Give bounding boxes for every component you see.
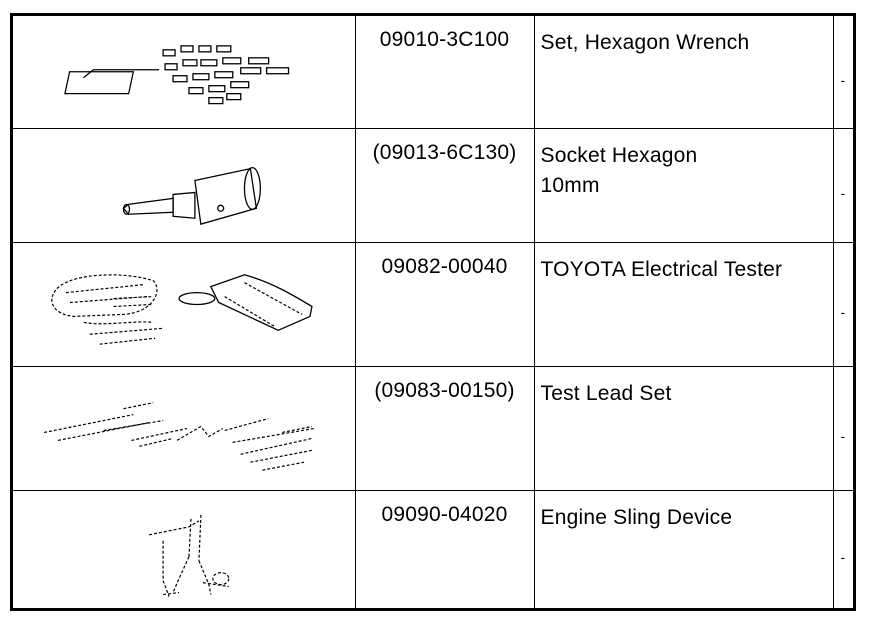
tool-name-line: Set, Hexagon Wrench <box>540 31 750 54</box>
remark-cell <box>833 242 853 366</box>
socket-hexagon-illustration <box>13 128 355 242</box>
tool-name-line: 10mm <box>540 173 600 197</box>
remark-text: - <box>840 304 846 320</box>
test-lead-set-illustration <box>13 366 355 490</box>
tool-name-line: Test Lead Set <box>540 381 672 405</box>
tool-name-cell <box>534 242 833 366</box>
hexagon-wrench-set-illustration <box>13 16 355 128</box>
electrical-tester-illustration <box>13 242 355 366</box>
table-row <box>13 16 853 128</box>
engine-sling-device-illustration <box>13 490 355 608</box>
tool-name-cell <box>534 16 833 128</box>
part-number-cell: 09082-00040 <box>355 242 534 366</box>
tool-name-cell <box>534 128 833 242</box>
remark-cell <box>833 366 853 490</box>
special-tools-table-frame <box>10 13 856 611</box>
remark-cell <box>833 16 853 128</box>
table-row <box>13 242 853 366</box>
remark-text: - <box>840 549 846 566</box>
remark-cell <box>833 128 853 242</box>
special-tools-table <box>13 16 853 608</box>
part-number-cell: 09010-3C100 <box>355 16 534 128</box>
remark-text: - <box>840 428 846 444</box>
table-row <box>13 366 853 490</box>
remark-text: - <box>840 185 846 201</box>
part-number-cell: 09090-04020 <box>355 490 534 608</box>
tool-name-line: TOYOTA Electrical Tester <box>540 257 783 281</box>
part-number-cell: (09013-6C130) <box>355 128 534 242</box>
remark-text: - <box>840 71 846 88</box>
tool-name-line: Socket Hexagon <box>540 143 698 167</box>
tool-name-line: Engine Sling Device <box>540 505 733 529</box>
remark-cell <box>833 490 853 608</box>
tool-name-cell <box>534 366 833 490</box>
table-row <box>13 128 853 242</box>
tool-name-cell <box>534 490 833 608</box>
table-row <box>13 490 853 608</box>
part-number-cell: (09083-00150) <box>355 366 534 490</box>
